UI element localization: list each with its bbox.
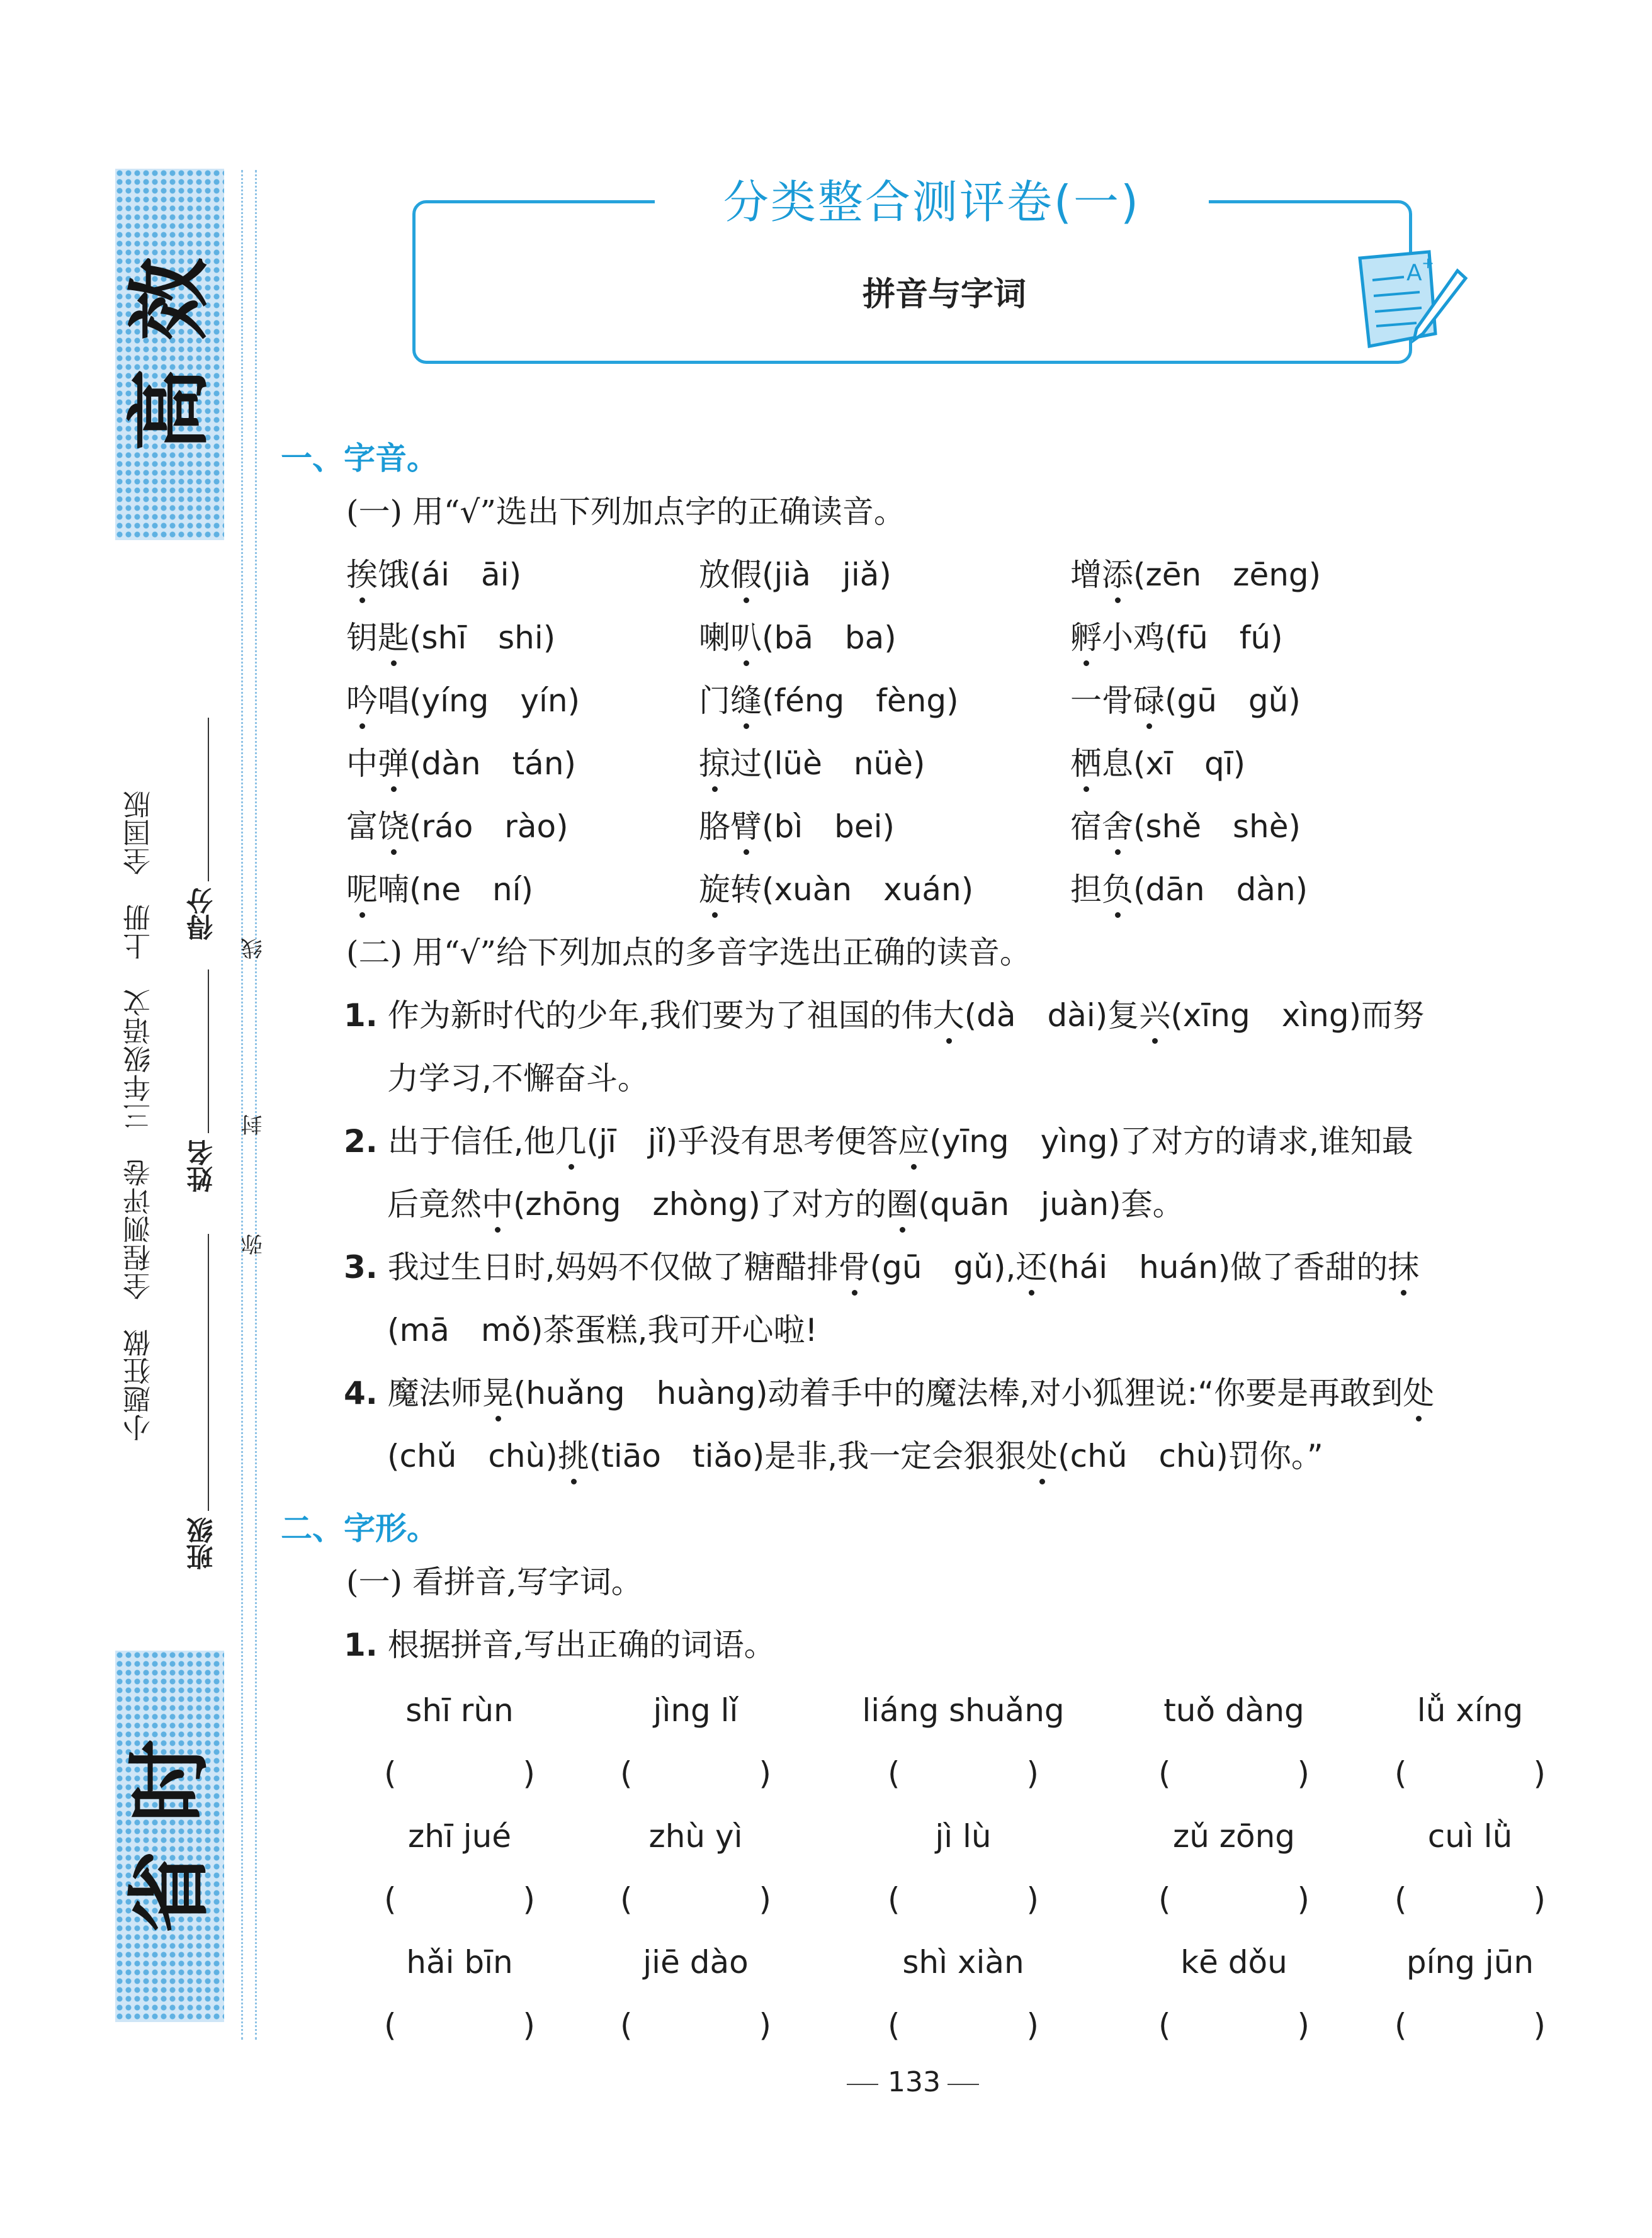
grid-item: 呢喃(ne ní): [346, 871, 534, 908]
section-heading: 二、字形。: [281, 1510, 438, 1547]
blank-close-paren: ): [1533, 2007, 1546, 2043]
grid-item: 喇叭(bā ba): [699, 619, 897, 656]
page-subtitle: 拼音与字词: [862, 275, 1026, 314]
blank-open-paren: (: [888, 1881, 900, 1918]
grid-item: 钥匙(shī shi): [346, 619, 556, 656]
blank-close-paren: ): [523, 1881, 535, 1918]
test-paper-icon: [1354, 246, 1473, 353]
grid-item: 孵小鸡(fū fú): [1070, 619, 1283, 656]
answer-blank[interactable]: [888, 1755, 1039, 1792]
pinyin-word: shì xiàn: [902, 1944, 1024, 1981]
answer-blank[interactable]: [1158, 2007, 1310, 2043]
blank-open-paren: (: [1158, 2007, 1171, 2043]
grid-item: 门缝(féng fèng): [699, 682, 959, 719]
question-continued: 力学习,不懈奋斗。: [387, 1060, 649, 1097]
binding-line: [255, 170, 257, 2040]
blank-open-paren: (: [1395, 2007, 1407, 2043]
footer-dash: [847, 2084, 878, 2085]
pinyin-word: hǎi bīn: [406, 1944, 513, 1981]
grid-item: 挨饿(ái āi): [346, 557, 522, 593]
seal-char: 弥: [241, 1234, 266, 1255]
question: 1. 作为新时代的少年,我们要为了祖国的伟大(dà dài)复兴(xīng xìng)而努: [344, 997, 1425, 1034]
field-class-label: 班级: [186, 1517, 217, 1570]
grid-item: 栖息(xī qī): [1070, 745, 1246, 782]
answer-blank[interactable]: [1395, 2007, 1546, 2043]
grid-item: 中弹(dàn tán): [346, 745, 577, 782]
question: 3. 我过生日时,妈妈不仅做了糖醋排骨(gū gǔ),还(hái huán)做了香甜的抹: [344, 1249, 1420, 1286]
blank-close-paren: ): [759, 2007, 771, 2043]
blank-close-paren: ): [1026, 2007, 1039, 2043]
answer-blank[interactable]: [1395, 1881, 1546, 1918]
pinyin-word: zǔ zōng: [1172, 1818, 1296, 1855]
blank-close-paren: ): [1297, 1755, 1310, 1792]
answer-blank[interactable]: [384, 1755, 535, 1792]
pinyin-word: liáng shuǎng: [862, 1692, 1065, 1729]
blank-close-paren: ): [1533, 1881, 1546, 1918]
grid-item: 吟唱(yíng yín): [346, 682, 580, 719]
blank-close-paren: ): [1533, 1755, 1546, 1792]
field-score-label: 得分: [186, 888, 217, 941]
blank-open-paren: (: [888, 1755, 900, 1792]
pinyin-word: jìng lǐ: [653, 1692, 738, 1729]
question-continued: 后竟然中(zhōng zhòng)了对方的圈(quān juàn)套。: [387, 1186, 1184, 1223]
side-char: 省: [121, 1850, 218, 1933]
grid-item: 放假(jià jiǎ): [699, 557, 891, 593]
grid-item: 增添(zēn zēng): [1070, 557, 1321, 593]
question-continued: (mā mǒ)茶蛋糕,我可开心啦!: [387, 1312, 818, 1348]
blank-open-paren: (: [620, 2007, 633, 2043]
pinyin-word: jì lù: [935, 1818, 992, 1855]
pinyin-word: lǚ xíng: [1417, 1692, 1524, 1729]
pinyin-word: cuì lǜ: [1427, 1818, 1513, 1855]
footer-dash: [948, 2084, 979, 2085]
question: 4. 魔法师晃(huǎng huàng)动着手中的魔法棒,对小狐狸说:“你要是再敢到处: [344, 1375, 1435, 1411]
page-title: 分类整合测评卷(一): [723, 176, 1141, 229]
pinyin-word: jiē dào: [643, 1944, 749, 1981]
answer-blank[interactable]: [1158, 1755, 1310, 1792]
blank-open-paren: (: [384, 1881, 397, 1918]
question: 2. 出于信任,他几(jī jǐ)乎没有思考便答应(yīng yìng)了对方的请求,谁知最: [344, 1123, 1413, 1160]
blank-close-paren: ): [759, 1881, 771, 1918]
grid-item: 掠过(lüè nüè): [699, 745, 925, 782]
pinyin-word: zhī jué: [407, 1818, 512, 1855]
seal-char: 封: [241, 1114, 266, 1136]
pinyin-word: shī rùn: [405, 1692, 514, 1729]
side-char: 效: [121, 257, 218, 341]
grid-item: 富饶(ráo rào): [346, 808, 569, 845]
blank-close-paren: ): [523, 2007, 535, 2043]
field-class-line: [208, 1234, 209, 1511]
title-banner: [655, 157, 1209, 239]
pinyin-word: kē dǒu: [1180, 1944, 1287, 1981]
blank-open-paren: (: [384, 2007, 397, 2043]
instruction: (二) 用“√”给下列加点的多音字选出正确的读音。: [346, 934, 1031, 971]
side-banner-top: [115, 169, 224, 540]
blank-close-paren: ): [759, 1755, 771, 1792]
pinyin-word: píng jūn: [1406, 1944, 1534, 1981]
answer-blank[interactable]: [888, 2007, 1039, 2043]
pinyin-word: tuǒ dàng: [1163, 1692, 1304, 1729]
grid-item: 担负(dān dàn): [1070, 871, 1308, 908]
blank-open-paren: (: [620, 1881, 633, 1918]
instruction: (一) 用“√”选出下列加点字的正确读音。: [346, 494, 905, 530]
answer-blank[interactable]: [620, 2007, 771, 2043]
field-name-label: 姓名: [186, 1139, 217, 1192]
svg-text:A: A: [1406, 260, 1422, 286]
answer-blank[interactable]: [888, 1881, 1039, 1918]
blank-open-paren: (: [1158, 1881, 1171, 1918]
blank-close-paren: ): [1026, 1755, 1039, 1792]
answer-blank[interactable]: [620, 1881, 771, 1918]
blank-open-paren: (: [1395, 1755, 1407, 1792]
blank-close-paren: ): [1297, 2007, 1310, 2043]
series-title: 小题狂做 全程测评卷 三年级语文 上册 全国版: [123, 790, 156, 1442]
side-char: 时: [121, 1739, 218, 1823]
seal-char: 线: [241, 938, 266, 959]
svg-text:+: +: [1422, 254, 1435, 272]
field-score-line: [208, 718, 209, 881]
answer-blank[interactable]: [1395, 1755, 1546, 1792]
side-char: 高: [121, 368, 218, 451]
answer-blank[interactable]: [384, 1881, 535, 1918]
grid-item: 胳臂(bì bei): [699, 808, 895, 845]
answer-blank[interactable]: [620, 1755, 771, 1792]
blank-open-paren: (: [888, 2007, 900, 2043]
question: 1. 根据拼音,写出正确的词语。: [344, 1627, 776, 1663]
answer-blank[interactable]: [1158, 1881, 1310, 1918]
blank-close-paren: ): [1026, 1881, 1039, 1918]
field-name-line: [208, 969, 209, 1133]
blank-close-paren: ): [1297, 1881, 1310, 1918]
section-heading: 一、字音。: [281, 440, 438, 477]
binding-line: [241, 170, 243, 2040]
answer-blank[interactable]: [384, 2007, 535, 2043]
grid-item: 旋转(xuàn xuán): [699, 871, 974, 908]
blank-open-paren: (: [384, 1755, 397, 1792]
instruction: (一) 看拼音,写字词。: [346, 1564, 643, 1600]
blank-open-paren: (: [1158, 1755, 1171, 1792]
blank-close-paren: ): [523, 1755, 535, 1792]
page-number: 133: [888, 2066, 941, 2098]
blank-open-paren: (: [1395, 1881, 1407, 1918]
grid-item: 宿舍(shě shè): [1070, 808, 1301, 845]
question-continued: (chǔ chù)挑(tiāo tiǎo)是非,我一定会狠狠处(chǔ chù)罚你。”: [387, 1438, 1323, 1474]
side-banner-bottom: [115, 1651, 224, 2022]
pinyin-word: zhù yì: [648, 1818, 743, 1855]
blank-open-paren: (: [620, 1755, 633, 1792]
grid-item: 一骨碌(gū gǔ): [1070, 682, 1301, 719]
